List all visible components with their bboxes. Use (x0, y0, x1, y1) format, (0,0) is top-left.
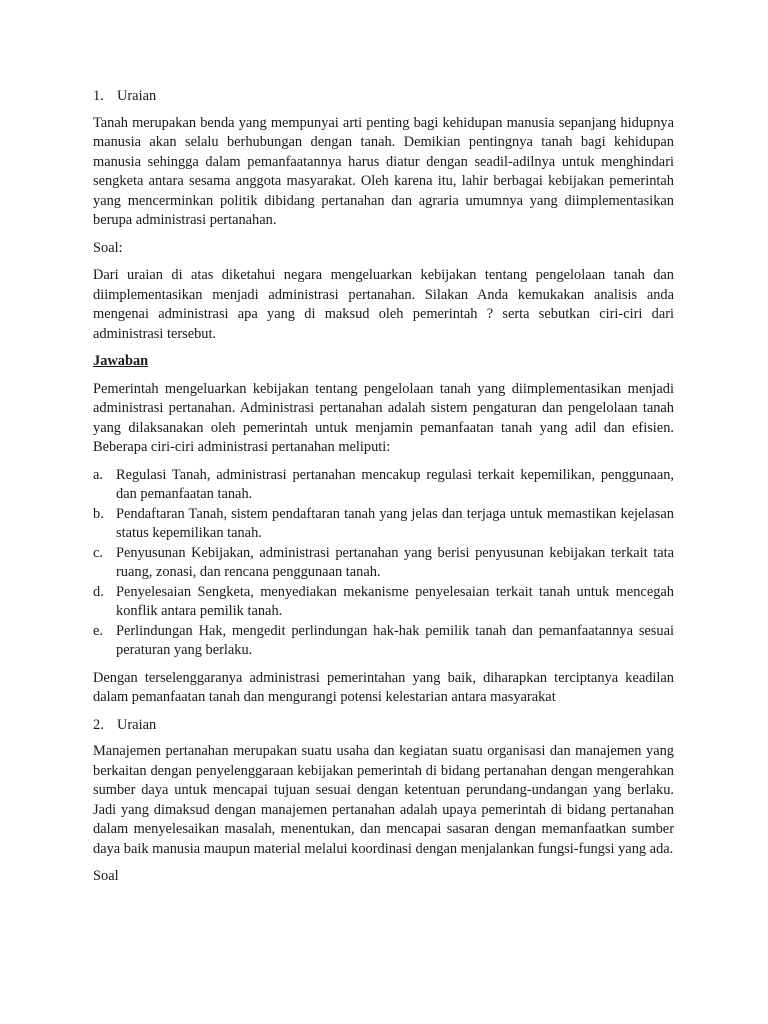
section-2-intro-paragraph: Manajemen pertanahan merupakan suatu usaha dan kegiatan suatu organisasi dan manajemen yang berkaitan dengan penyelenggaraan kebijakan pemerintah di bidang pertanahan dengan mengerahkan sumber daya untuk mencapai tujuan sesuai dengan ketentuan perundang-undangan yang berlaku. Jadi yang dimaksud dengan manajemen pertanahan adalah upaya pemerintah di bidang pertanahan dalam menyelesaikan masalah, menentukan, dan mencapai sasaran dengan memanfaatkan sumber daya baik manusia maupun material melalui koordinasi dengan menjalankan fungsi-fungsi yang ada. (93, 743, 674, 857)
section-1-heading (93, 87, 674, 107)
closing-paragraph: Dengan terselenggaranya administrasi pemerintahan yang baik, diharapkan terciptanya keadilan dalam pemanfaatan tanah dan mengurangi potensi kelestarian antara masyarakat (93, 669, 674, 705)
list-item (93, 583, 674, 622)
list-item-text: Regulasi Tanah, administrasi pertanahan mencakup regulasi terkait kepemilikan, penggunaan, dan pemanfaatan tanah. (116, 466, 674, 502)
section-2-heading (93, 716, 674, 736)
list-item-marker: d. (93, 583, 104, 600)
document-page (93, 87, 674, 895)
section-1-soal-label: Soal: (93, 239, 123, 256)
list-item (93, 466, 674, 505)
section-2-number: 2. (93, 716, 104, 733)
list-item (93, 505, 674, 544)
section-2-title: Uraian (117, 716, 157, 733)
list-item (93, 544, 674, 583)
list-item-text: Pendaftaran Tanah, sistem pendaftaran tanah yang jelas dan terjaga untuk memastikan kejelasan status kepemilikan tanah. (116, 505, 674, 541)
section-1-soal-paragraph: Dari uraian di atas diketahui negara mengeluarkan kebijakan tentang pengelolaan tanah dan diimplementasikan menjadi administrasi pertanahan. Silakan Anda kemukakan analisis anda mengenai administrasi apa yang di maksud oleh pemerintah ? serta sebutkan ciri-ciri dari administrasi tersebut. (93, 267, 674, 342)
list-item-marker: a. (93, 466, 103, 483)
list-item (93, 622, 674, 661)
list-item-marker: c. (93, 544, 103, 561)
section-2-soal-label: Soal (93, 868, 119, 884)
list-item-text: Penyelesaian Sengketa, menyediakan mekanisme penyelesaian terkait tanah untuk mencegah konflik antara pemilik tanah. (116, 583, 674, 619)
list-item-text: Perlindungan Hak, mengedit perlindungan hak-hak pemilik tanah dan pemanfaatannya sesuai peraturan yang berlaku. (116, 622, 674, 658)
list-item-text: Penyusunan Kebijakan, administrasi pertanahan yang berisi penyusunan kebijakan terkait tata ruang, zonasi, dan rencana penggunaan tanah. (116, 544, 674, 580)
section-1-number: 1. (93, 88, 104, 104)
list-item-marker: e. (93, 622, 103, 639)
section-1-intro-paragraph: Tanah merupakan benda yang mempunyai arti penting bagi kehidupan manusia sepanjang hidupnya manusia akan selalu berhubungan dengan tanah. Demikian pentingnya tanah bagi kehidupan manusia sehingga dalam pemanfaatannya harus diatur dengan seadil-adilnya untuk menghindari sengketa antara sesama anggota masyarakat. Oleh karena itu, lahir berbagai kebijakan pemerintah yang mencerminkan politik dibidang pertanahan dan agraria umumnya yang diimplementasikan berupa administrasi pertanahan. (93, 114, 674, 228)
list-item-marker: b. (93, 505, 104, 522)
jawaban-heading: Jawaban (93, 353, 149, 369)
ciri-ciri-list (93, 466, 674, 661)
jawaban-paragraph: Pemerintah mengeluarkan kebijakan tentang pengelolaan tanah yang diimplementasikan menjadi administrasi pertanahan. Administrasi pertanahan adalah sistem pengaturan dan pengelolaan tanah yang dilaksanakan oleh pemerintah untuk menjamin pemanfaatan tanah yang adil dan efisien. Beberapa ciri-ciri administrasi pertanahan meliputi: (93, 380, 674, 455)
section-1-title: Uraian (117, 88, 157, 104)
